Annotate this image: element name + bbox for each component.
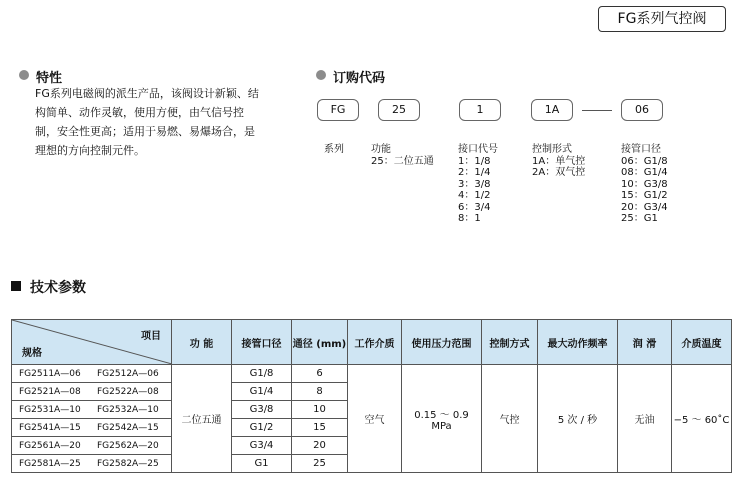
order-box-series: FG — [317, 99, 359, 121]
port-item: 3：3/8 — [458, 178, 491, 190]
bore-cell: 15 — [292, 419, 348, 437]
pressure-cell — [402, 365, 482, 473]
header-item: 项目 — [141, 331, 161, 342]
port-item: 4：1/2 — [458, 190, 491, 201]
bore-cell: 8 — [292, 383, 348, 401]
bore-cell: 10 — [292, 401, 348, 419]
col-header-control: 控制方式 — [482, 320, 538, 365]
col-header-pipe: 接管口径 — [232, 320, 292, 365]
model-single: FG2581A—25 — [19, 458, 81, 469]
model-double: FG2542A—15 — [97, 422, 159, 433]
diagonal-header-cell — [12, 320, 172, 365]
col-header-pressure: 使用压力范围 — [402, 320, 482, 365]
pipe-cell: G3/4 — [232, 437, 292, 455]
bore-cell: 6 — [292, 365, 348, 383]
port-item: 1：1/8 — [458, 155, 491, 167]
page-title: FG系列气控阀 — [598, 6, 726, 32]
spec-table — [11, 319, 732, 473]
col-header-medium: 工作介质 — [348, 320, 402, 365]
header-model: 规格 — [22, 348, 42, 359]
col-header-lubrication: 润 滑 — [618, 320, 672, 365]
control-cell: 气控 — [482, 365, 538, 473]
model-double: FG2512A—06 — [97, 368, 159, 379]
order-box-pipe: 06 — [621, 99, 663, 121]
frequency-cell: 5 次 / 秒 — [538, 365, 618, 473]
col-header-temperature: 介质温度 — [672, 320, 732, 365]
col-header-bore: 通径 (mm) — [292, 320, 348, 365]
function-cell: 二位五通 — [172, 365, 232, 473]
port-item: 2：1/4 — [458, 167, 491, 178]
pipe-item: 25：G1 — [621, 213, 658, 224]
control-item: 1A：单气控 — [532, 155, 586, 167]
function-item: 25：二位五通 — [371, 155, 434, 167]
port-legend — [458, 144, 498, 225]
pipe-cell: G1/8 — [232, 365, 292, 383]
model-cell — [12, 437, 172, 455]
lubrication-cell: 无油 — [618, 365, 672, 473]
model-single: FG2531A—10 — [19, 404, 81, 415]
pipe-item: 10：G3/8 — [621, 178, 668, 190]
port-item: 8：1 — [458, 213, 481, 224]
model-cell — [12, 419, 172, 437]
model-double: FG2522A—08 — [97, 386, 159, 397]
model-cell — [12, 365, 172, 383]
order-box-port: 1 — [459, 99, 501, 121]
port-item: 6：3/4 — [458, 201, 491, 213]
model-single: FG2541A—15 — [19, 422, 81, 433]
temperature-cell: −5 ～ 60˚C — [672, 365, 732, 473]
model-cell — [12, 401, 172, 419]
order-box-control: 1A — [531, 99, 573, 121]
function-label: 功能 — [371, 144, 391, 155]
model-double: FG2562A—20 — [97, 440, 159, 451]
model-cell — [12, 455, 172, 473]
col-header-function: 功 能 — [172, 320, 232, 365]
order-dash — [582, 110, 612, 111]
order-heading: 订购代码 — [333, 71, 386, 86]
model-single: FG2521A—08 — [19, 386, 81, 397]
pipe-cell: G1 — [232, 455, 292, 473]
features-heading: 特性 — [36, 71, 63, 86]
col-header-frequency: 最大动作频率 — [538, 320, 618, 365]
bullet-icon — [19, 70, 29, 80]
pipe-label: 接管口径 — [621, 144, 661, 155]
pipe-item: 20：G3/4 — [621, 201, 668, 213]
tech-heading: 技术参数 — [30, 280, 86, 296]
series-label: 系列 — [324, 144, 344, 155]
features-text: FG系列电磁阀的派生产品，该阀设计新颖、结构简单、动作灵敏，使用方便，由气信号控制，安全性更高；适用于易燃、易爆场合，是理想的方向控制元件。 — [35, 87, 259, 157]
bore-cell: 20 — [292, 437, 348, 455]
control-label: 控制形式 — [532, 144, 572, 155]
pipe-cell: G1/4 — [232, 383, 292, 401]
bore-cell: 25 — [292, 455, 348, 473]
square-bullet-icon — [11, 281, 21, 291]
pressure-value: 0.15 ～ 0.9 — [414, 409, 469, 421]
pipe-legend — [621, 144, 668, 225]
pipe-cell: G3/8 — [232, 401, 292, 419]
order-box-function: 25 — [378, 99, 420, 121]
table-row — [12, 365, 732, 383]
pipe-item: 08：G1/4 — [621, 167, 668, 178]
pipe-item: 06：G1/8 — [621, 155, 668, 167]
bullet-icon — [316, 70, 326, 80]
model-single: FG2561A—20 — [19, 440, 81, 451]
pressure-unit: MPa — [431, 420, 452, 432]
pipe-item: 15：G1/2 — [621, 190, 668, 201]
model-single: FG2511A—06 — [19, 368, 81, 379]
function-legend — [371, 144, 434, 167]
model-double: FG2582A—25 — [97, 458, 159, 469]
control-legend — [532, 144, 585, 179]
pipe-cell: G1/2 — [232, 419, 292, 437]
port-label: 接口代号 — [458, 144, 498, 155]
model-double: FG2532A—10 — [97, 404, 159, 415]
model-cell — [12, 383, 172, 401]
medium-cell: 空气 — [348, 365, 402, 473]
control-item: 2A：双气控 — [532, 167, 586, 178]
